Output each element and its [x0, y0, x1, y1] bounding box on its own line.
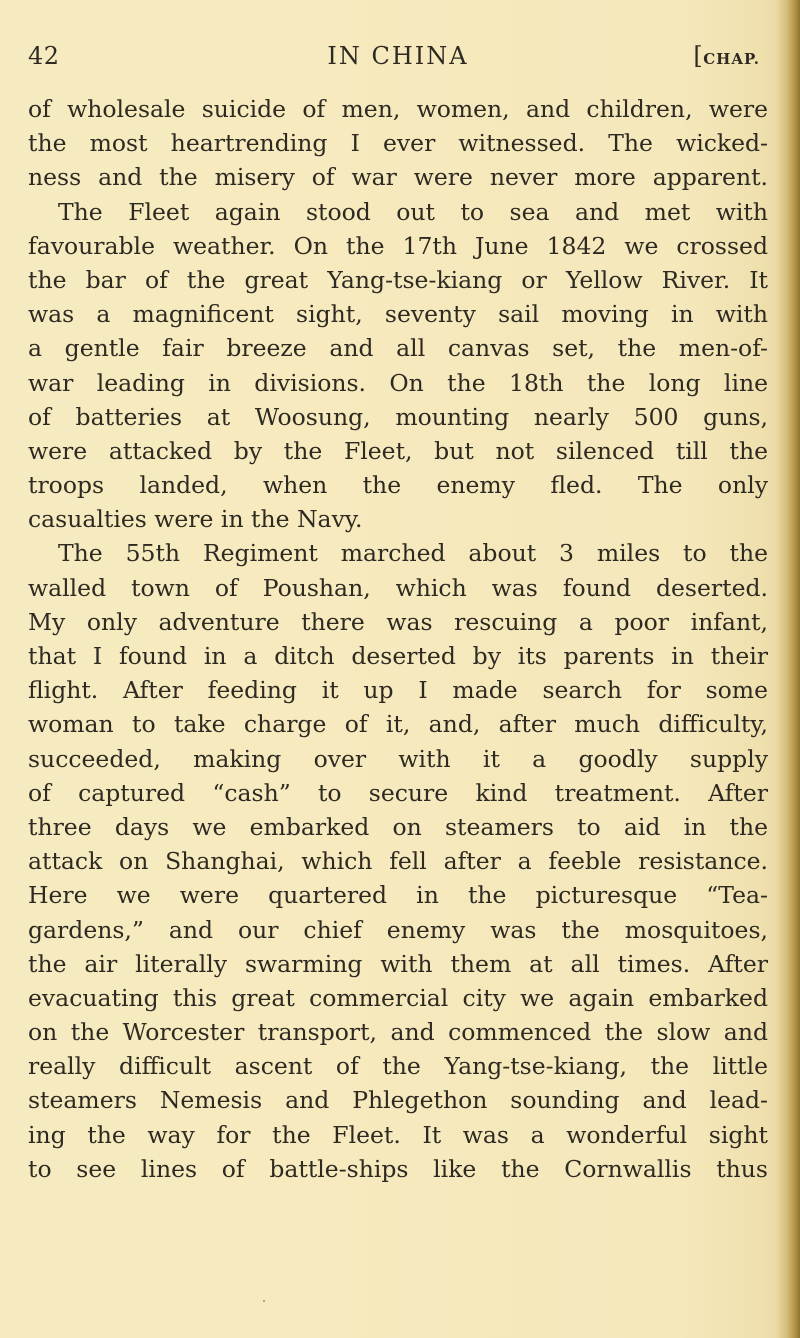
text-line: of wholesale suicide of men, women, and children, were [28, 95, 768, 123]
page-binding-edge [776, 0, 800, 1338]
text-line: casualties were in the Navy. [28, 505, 363, 534]
text-line: gardens,” and our chief enemy was the mosquitoes, [28, 915, 768, 944]
text-line: attack on Shanghai, which fell after a feeble resistance. [28, 847, 768, 876]
page-header [28, 42, 768, 78]
text-line: was a magnificent sight, seventy sail moving in with [28, 300, 768, 329]
text-line: troops landed, when the enemy fled. The only [28, 471, 768, 500]
text-line: succeeded, making over with it a goodly supply [28, 744, 768, 773]
text-line: The Fleet again stood out to sea and met with [58, 197, 768, 226]
text-line: the bar of the great Yang-tse-kiang or Yellow River. It [28, 265, 768, 294]
text-line: walled town of Poushan, which was found deserted. [28, 573, 768, 602]
page-number: 42 [28, 42, 60, 70]
running-title: IN CHINA [327, 42, 469, 70]
text-line: a gentle fair breeze and all canvas set, the men-of- [28, 334, 768, 363]
text-line: ing the way for the Fleet. It was a wonderful sight [28, 1120, 768, 1149]
text-line: The 55th Regiment marched about 3 miles to the [58, 539, 768, 568]
text-line: steamers Nemesis and Phlegethon sounding and lead- [28, 1086, 768, 1115]
chapter-bracket: [ [693, 42, 704, 70]
text-line: to see lines of battle-ships like the Cornwallis thus [28, 1154, 768, 1183]
text-line: Here we were quartered in the picturesque “Tea- [28, 881, 768, 910]
chapter-mark [693, 42, 760, 70]
paper-speck [263, 1300, 265, 1302]
text-line: evacuating this great commercial city we again embarked [28, 983, 768, 1012]
text-line: on the Worcester transport, and commenced the slow and [28, 1018, 768, 1047]
text-line: were attacked by the Fleet, but not silenced till the [28, 436, 768, 465]
text-line: the air literally swarming with them at all times. After [28, 949, 768, 978]
text-line: woman to take charge of it, and, after much difficulty, [28, 710, 768, 739]
text-line: flight. After feeding it up I made search for some [28, 676, 768, 705]
text-line: three days we embarked on steamers to aid in the [28, 812, 768, 841]
text-line: My only adventure there was rescuing a poor infant, [28, 607, 768, 636]
text-line: that I found in a ditch deserted by its parents in their [28, 642, 768, 670]
body-text [28, 92, 768, 1186]
text-line: the most heartrending I ever witnessed. The wicked- [28, 129, 768, 158]
text-line: war leading in divisions. On the 18th the long line [28, 368, 768, 397]
text-line: really difficult ascent of the Yang-tse-kiang, the little [28, 1052, 768, 1081]
chapter-abbrev: CHAP. [703, 50, 760, 68]
text-line: favourable weather. On the 17th June 1842 we crossed [28, 231, 768, 260]
text-line: of batteries at Woosung, mounting nearly 500 guns, [28, 402, 768, 431]
text-line: of captured “cash” to secure kind treatment. After [28, 778, 768, 807]
text-line: ness and the misery of war were never more apparent. [28, 163, 768, 192]
